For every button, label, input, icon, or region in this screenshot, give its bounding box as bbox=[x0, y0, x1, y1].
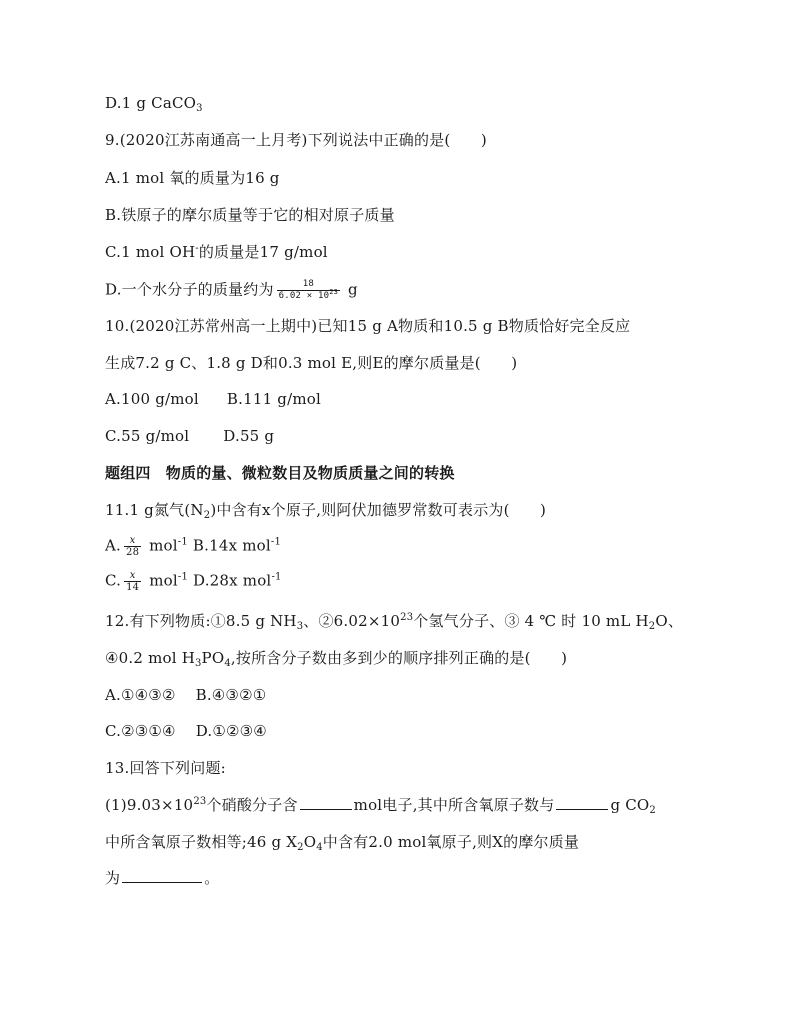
fraction: $\frac{x}{28}$ bbox=[126, 535, 140, 558]
q12-options-ab: A.①④③② B.④③②① bbox=[105, 686, 267, 704]
q8-option-d: D.1 g CaCO$_3$ bbox=[105, 94, 203, 114]
q10-options-cd: C.55 g/mol D.55 g bbox=[105, 427, 275, 445]
q10-stem-line1: 10.(2020江苏常州高一上期中)已知15 g A物质和10.5 g B物质恰好完全反应 bbox=[105, 317, 631, 335]
q9-option-b: B.铁原子的摩尔质量等于它的相对原子质量 bbox=[105, 206, 395, 224]
q10-stem-line2: 生成7.2 g C、1.8 g D和0.3 mol E,则E的摩尔质量是( ) bbox=[105, 354, 518, 372]
fraction: $\frac{18}{6.02 \times 10^{23}}$ bbox=[278, 279, 339, 301]
q9-option-c: C.1 mol OH-的质量是17 g/mol bbox=[105, 243, 328, 261]
q9-stem: 9.(2020江苏南通高一上月考)下列说法中正确的是( ) bbox=[105, 131, 487, 149]
q9-option-a: A.1 mol 氧的质量为16 g bbox=[105, 169, 280, 187]
answer-blank[interactable] bbox=[122, 868, 202, 883]
section-title: 题组四 物质的量、微粒数目及物质质量之间的转换 bbox=[105, 464, 455, 482]
q12-options-cd: C.②③①④ D.①②③④ bbox=[105, 722, 267, 740]
q13-stem: 13.回答下列问题: bbox=[105, 759, 226, 777]
fraction: $\frac{x}{14}$ bbox=[126, 570, 140, 593]
answer-blank[interactable] bbox=[556, 795, 608, 810]
q9-option-d: D.一个水分子的质量约为 $\frac{18}{6.02 \times 10^{23}}$ g bbox=[105, 279, 358, 301]
answer-blank[interactable] bbox=[300, 795, 352, 810]
q10-options-ab: A.100 g/mol B.111 g/mol bbox=[105, 390, 322, 408]
q13-part1-line3: 为 。 bbox=[105, 869, 220, 887]
q13-part1-line1: $(1)9.03\times 10^{23}$个硝酸分子含 mol电子,其中所含氧原子数与 g $CO_2$ bbox=[105, 796, 656, 816]
q12-stem-line2: ④0.2 mol $H_3PO_4$,按所含分子数由多到少的顺序排列正确的是( ) bbox=[105, 649, 568, 669]
q12-stem-line1: 12.有下列物质:①8.5 g $NH_3$、$②6.02\times 10^{23}$个氢气分子、③ 4 ℃ 时 10 mL $H_2O$、 bbox=[105, 612, 684, 632]
q11-stem: 11.1 g氮气$(N_2)$中含有x个原子,则阿伏加德罗常数可表示为( ) bbox=[105, 501, 547, 521]
q13-part1-line2: 中所含氧原子数相等;46 g $X_2O_4$中含有2.0 mol氧原子,则X的摩尔质量 bbox=[105, 833, 580, 853]
q11-options-cd: C. $\frac{x}{14}$ mol$^{-1}$ D.28x mol$^{-1}$ bbox=[105, 570, 282, 593]
q11-options-ab: A. $\frac{x}{28}$ mol$^{-1}$ B.14x mol$^{-1}$ bbox=[105, 535, 282, 558]
